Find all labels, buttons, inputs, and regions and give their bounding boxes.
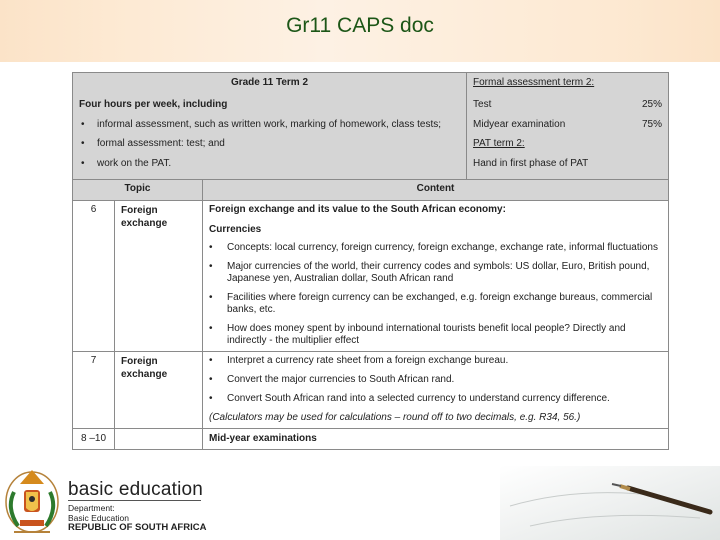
caps-table bbox=[72, 72, 669, 450]
content-title: Foreign exchange and its value to the South African economy: bbox=[209, 204, 506, 215]
pat-title: PAT term 2: bbox=[473, 138, 525, 149]
topic-column-header: Topic bbox=[73, 180, 203, 201]
assessment-row: Midyear examination 75% bbox=[473, 118, 663, 130]
column-header-row bbox=[73, 180, 669, 201]
pen-and-paper-decoration bbox=[500, 466, 720, 540]
table-row bbox=[73, 352, 669, 429]
list-item: • Interpret a currency rate sheet from a foreign exchange bureau. bbox=[209, 355, 509, 366]
content-cell: Mid-year examinations bbox=[203, 429, 669, 450]
list-item: • Facilities where foreign currency can be exchanged, e.g. foreign exchange bureaus, commercial banks, etc. bbox=[209, 292, 653, 315]
content-subheading: Currencies bbox=[209, 224, 262, 235]
dept-line: Department: bbox=[68, 503, 115, 513]
content-cell bbox=[203, 352, 669, 429]
term-header-row bbox=[73, 73, 669, 180]
list-item: • Convert South African rand into a selected currency to understand currency difference. bbox=[209, 393, 610, 404]
week-number: 7 bbox=[73, 352, 115, 429]
week-number: 8 –10 bbox=[73, 429, 115, 450]
dept-line: Basic Education bbox=[68, 513, 129, 523]
brand-name: basic education bbox=[68, 479, 204, 500]
caps-document bbox=[72, 72, 668, 468]
hours-bullet: • work on the PAT. bbox=[81, 157, 172, 169]
content-cell bbox=[203, 201, 669, 352]
brand-divider bbox=[68, 500, 201, 501]
topic-cell: Foreign exchange bbox=[115, 201, 203, 352]
slide-title: Gr11 CAPS doc bbox=[286, 14, 434, 37]
table-row bbox=[73, 429, 669, 450]
pat-text: Hand in first phase of PAT bbox=[473, 157, 589, 169]
term-title: Grade 11 Term 2 bbox=[230, 77, 309, 88]
formal-assessment-title: Formal assessment term 2: bbox=[473, 77, 595, 88]
week-number: 6 bbox=[73, 201, 115, 352]
hours-bullet: • informal assessment, such as written work, marking of homework, class tests; bbox=[81, 118, 442, 130]
calculator-note: (Calculators may be used for calculations – round off to two decimals, e.g. R34, 56.) bbox=[209, 412, 581, 423]
list-item: • Convert the major currencies to South African rand. bbox=[209, 374, 455, 385]
list-item: • Major currencies of the world, their currency codes and symbols: US dollar, Euro, British pound, Japanese yen, Australian dollar, South African rand bbox=[209, 261, 650, 284]
list-item: • How does money spent by inbound international tourists benefit local people? Directly and indirectly - the multiplier effect bbox=[209, 323, 626, 346]
table-row bbox=[73, 201, 669, 352]
assessment-row: Test 25% bbox=[473, 99, 663, 110]
term-info-cell bbox=[73, 73, 467, 180]
country-line: REPUBLIC OF SOUTH AFRICA bbox=[68, 522, 207, 533]
assessment-cell bbox=[467, 73, 669, 180]
content-column-header: Content bbox=[203, 180, 669, 201]
department-block bbox=[68, 503, 206, 533]
list-item: • Concepts: local currency, foreign currency, foreign exchange, exchange rate, informal fluctuations bbox=[209, 242, 658, 253]
hours-bullet: • formal assessment: test; and bbox=[81, 138, 225, 149]
topic-cell bbox=[115, 429, 203, 450]
topic-cell: Foreign exchange bbox=[115, 352, 203, 429]
hours-text: Four hours per week, including bbox=[79, 99, 228, 110]
